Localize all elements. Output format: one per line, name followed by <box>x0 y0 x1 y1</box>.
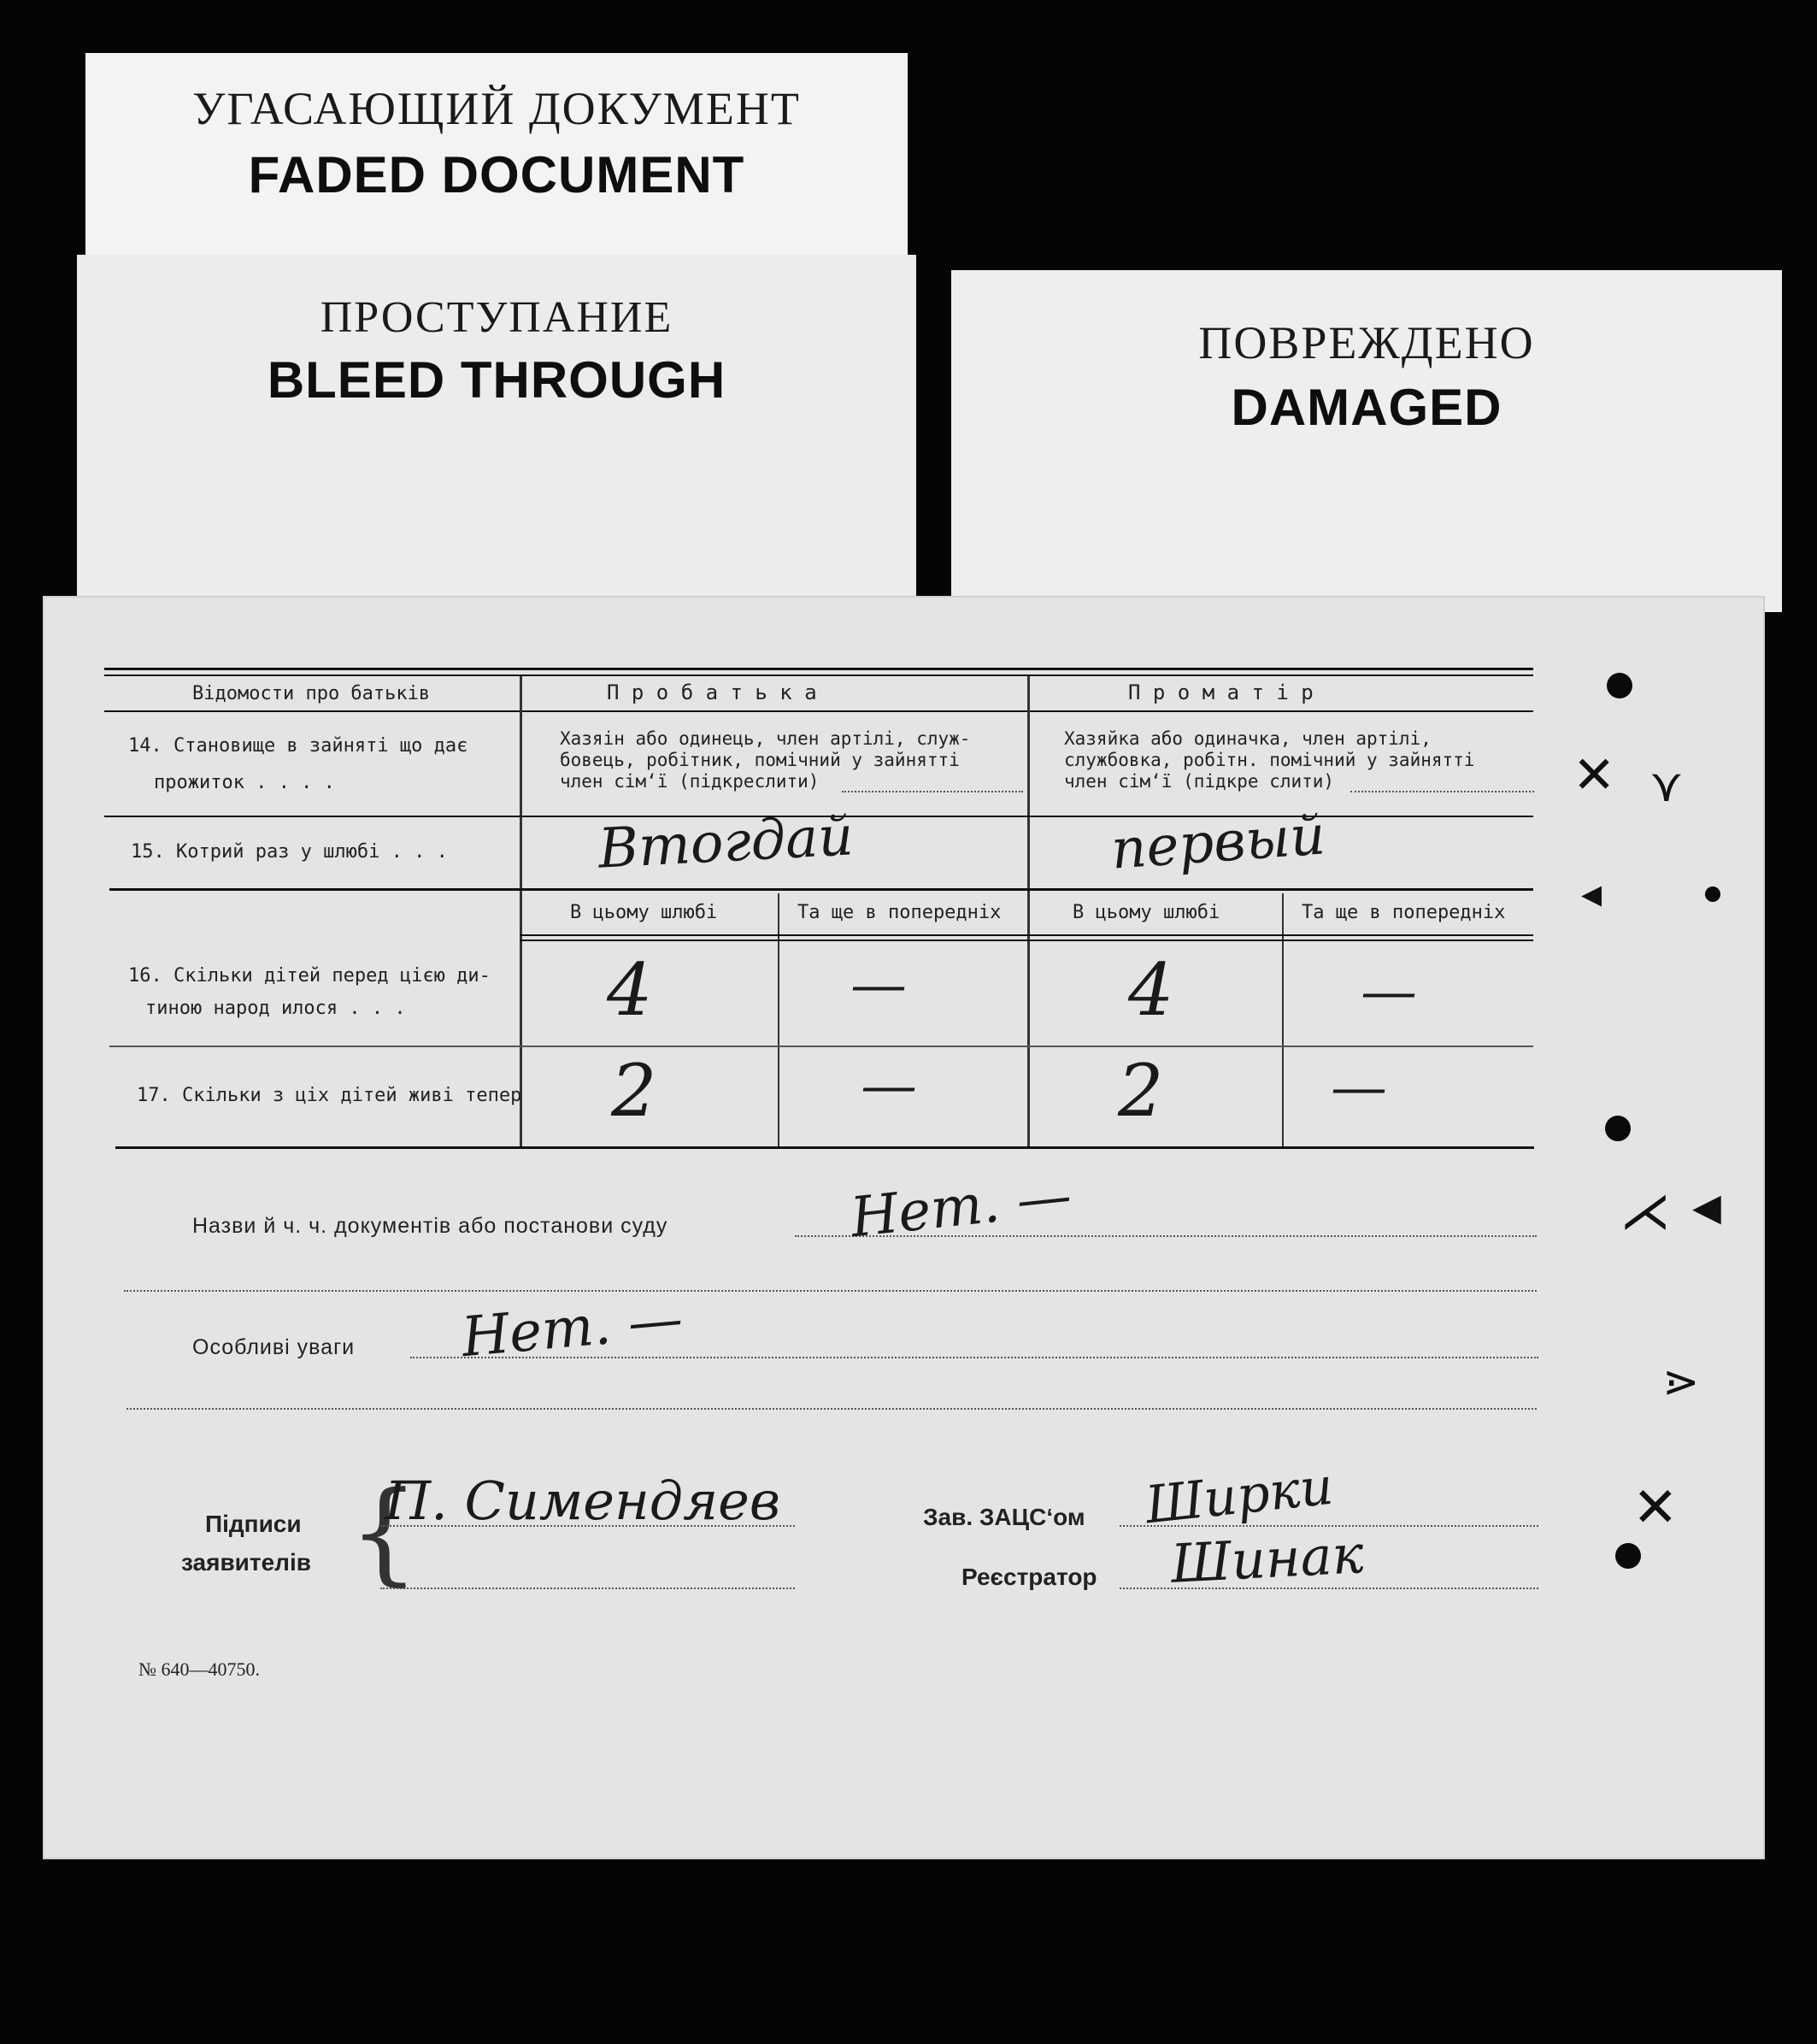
row14-mother-text: службовка, робітн. помічний у зайнятті <box>1064 750 1475 770</box>
signatures-label: Підписи <box>205 1511 302 1537</box>
rule <box>520 934 1533 936</box>
bleed-label-ru: ПРОСТУПАНИЕ <box>320 293 673 342</box>
header-mother: П р о м а т і р <box>1128 680 1314 704</box>
row14-father-text: бовець, робітник, помічний у зайнятті <box>560 750 960 770</box>
punch-hole <box>1607 673 1632 698</box>
row17-father-prev: — <box>863 1057 914 1114</box>
column-divider <box>1027 676 1030 1146</box>
tear-mark: ⋎ <box>1649 758 1684 812</box>
row15-father-handwritten: Втогдай <box>597 804 856 881</box>
tear-mark: ◀ <box>1692 1186 1721 1229</box>
remarks-value-handwritten: Нет. — <box>459 1287 685 1370</box>
bleed-through-card <box>77 255 916 614</box>
row16-father-this: 4 <box>607 948 653 1032</box>
rule <box>104 710 1533 712</box>
punch-hole <box>1615 1543 1641 1569</box>
head-signature: Ширки <box>1142 1456 1337 1536</box>
faded-document-card <box>85 53 908 262</box>
rule <box>109 1046 1533 1047</box>
fill-line <box>842 791 1023 792</box>
rule <box>104 668 1533 670</box>
row17-mother-prev: — <box>1333 1058 1385 1116</box>
tear-mark: ⋌ <box>1620 1181 1671 1241</box>
faded-label-en: FADED DOCUMENT <box>248 146 745 203</box>
damaged-label-en: DAMAGED <box>1231 379 1502 436</box>
applicant-signature: П. Симендяев <box>385 1470 780 1532</box>
punch-hole <box>1605 1116 1631 1141</box>
column-divider <box>520 676 522 1146</box>
rule <box>520 940 1533 941</box>
tear-mark: ⋗ <box>1662 1357 1700 1408</box>
registration-form <box>43 596 1765 1859</box>
row17-mother-this: 2 <box>1118 1049 1164 1133</box>
registrar-signature: Шинак <box>1169 1523 1366 1595</box>
row14-label: 14. Становище в зайняті що дає <box>128 735 468 757</box>
column-divider <box>1282 893 1284 1146</box>
subheader-previous-mother: Та ще в попередніх <box>1302 902 1506 923</box>
tear-mark: ✕ <box>1573 745 1616 805</box>
row15-mother-handwritten: первый <box>1108 804 1327 882</box>
punch-hole <box>1705 887 1720 902</box>
row14-father-text: член сім‘ї (підкреслити) <box>560 771 820 792</box>
damaged-card <box>951 270 1782 612</box>
fill-line <box>380 1525 795 1527</box>
signatures-label-cont: заявителів <box>181 1549 311 1576</box>
faded-label-ru: УГАСАЮЩИЙ ДОКУМЕНТ <box>192 83 801 134</box>
row14-label-cont: прожиток . . . . <box>154 772 335 793</box>
fill-line <box>126 1408 1537 1410</box>
column-divider <box>778 893 779 1146</box>
header-parents-info: Відомости про батьків <box>192 683 431 704</box>
head-label: Зав. ЗАЦС‘ом <box>923 1504 1085 1530</box>
row16-mother-prev: — <box>1363 963 1414 1020</box>
documents-value-handwritten: Нет. — <box>847 1163 1075 1251</box>
tear-mark: ✕ <box>1632 1476 1679 1540</box>
rule <box>115 1146 1534 1149</box>
row16-father-prev: — <box>853 956 904 1013</box>
row16-mother-this: 4 <box>1128 948 1174 1032</box>
row14-mother-text: Хазяйка або одиначка, член артілі, <box>1064 728 1432 749</box>
fill-line <box>124 1290 1537 1292</box>
rule <box>104 674 1533 676</box>
row16-label: 16. Скільки дітей перед цією ди- <box>128 965 491 987</box>
fill-line <box>1350 791 1534 792</box>
damaged-label-ru: ПОВРЕЖДЕНО <box>1198 317 1535 368</box>
remarks-label: Особливі уваги <box>192 1335 356 1359</box>
subheader-this-marriage-father: В цьому шлюбі <box>570 902 718 923</box>
registrar-label: Реєстратор <box>961 1564 1097 1590</box>
row17-label: 17. Скільки з ціх дітей живі тепер <box>137 1085 522 1106</box>
signatures-brace: { <box>349 1467 420 1597</box>
tear-mark: ◂ <box>1581 869 1602 917</box>
bleed-label-en: BLEED THROUGH <box>267 351 726 409</box>
row15-label: 15. Котрий раз у шлюбі . . . <box>131 841 448 863</box>
row14-mother-text: член сім‘ї (підкре слити) <box>1064 771 1335 792</box>
row16-label-cont: тиною народ илося . . . <box>145 998 406 1019</box>
fill-line <box>380 1587 795 1589</box>
rule <box>109 888 1533 891</box>
subheader-this-marriage-mother: В цьому шлюбі <box>1073 902 1220 923</box>
form-number: № 640—40750. <box>138 1658 260 1680</box>
row14-father-text: Хазяін або одинець, член артілі, служ- <box>560 728 971 749</box>
header-father: П р о б а т ь к а <box>607 680 817 704</box>
row17-father-this: 2 <box>611 1049 657 1133</box>
subheader-previous-father: Та ще в попередніх <box>797 902 1002 923</box>
documents-label: Назви й ч. ч. документів або постанови суду <box>192 1214 668 1238</box>
